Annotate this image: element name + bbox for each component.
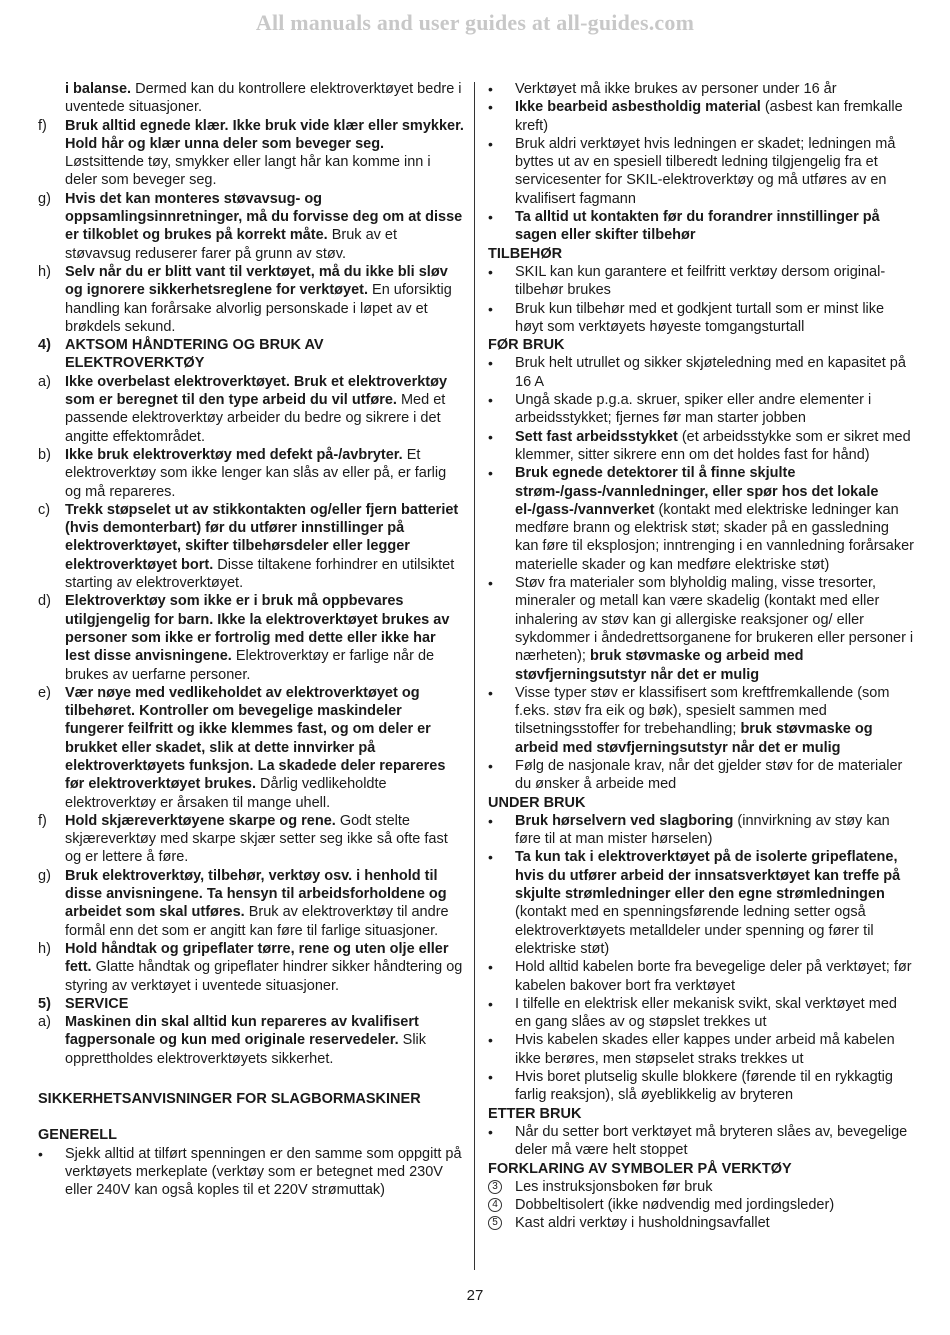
item-f-clothing: f) Bruk alltid egnede klær. Ikke bruk vide klær eller smykker. Hold hår og klær unna deler som beveger seg. Løstsittende tøy, smykker eller langt hår kan komme inn i deler som beveger seg. xyxy=(38,117,464,189)
bullet-insulated-grips: • Ta kun tak i elektroverktøyet på de isolerte gripeflatene, hvis du utfører arbeid der innsatsverktøyet kan treffe på skjulte strømledninger eller den egne strømledningen (kontakt med en spenningsførende ledning setter også elektroverktøyets metalldeler under spenning og fører til elektriske støt) xyxy=(488,849,901,957)
general-heading: GENERELL xyxy=(38,1127,117,1144)
item-5a: a) Maskinen din skal alltid kun repareres av kvalifisert fagpersonale og kun med originale reservedeler. Slik opprettholdes elektroverktøyets sikkerhet. xyxy=(38,1014,427,1067)
bullet-switch-off: • Når du setter bort verktøyet må bryteren slåes av, bevegelige deler må være helt stoppet xyxy=(488,1123,908,1159)
bullet-secure-workpiece: • Sett fast arbeidsstykket (et arbeidsstykke som er sikret med klemmer, sitter sikrere enn om det holdes fast for hånd) xyxy=(488,428,911,463)
page-number: 27 xyxy=(466,1287,484,1304)
bullet-cable-damaged: • Hvis kabelen skades eller kappes under arbeid må kabelen ikke berøres, men støpselet straks trekkes ut xyxy=(488,1032,895,1067)
bullet-accessory-speed: • Bruk kun tilbehør med et godkjent turtall som er minst like høyt som verktøyets høyeste tomgangsturtall xyxy=(488,300,885,335)
column-divider xyxy=(474,82,475,1270)
bullet-detectors: • Bruk egnede detektorer til å finne skjulte strøm-/gass-/vannledninger, eller spør hos det lokale el-/gass-/vannverket (kontakt med elektriske ledninger kan medføre brann og elektrisk støt; skader på en gassledning kan føre til eksplosjon; inntrenging i en vannledning forårsaker materielle skader og kan medføre elektriske støt) xyxy=(488,465,914,573)
circled-number: 3 xyxy=(488,1180,502,1194)
watermark: All manuals and user guides at all-guides.com xyxy=(255,10,695,35)
item-4b: b) Ikke bruk elektroverktøy med defekt på-/avbryter. Et elektroverktøy som ikke lenger kan slås av eller på, er farlig og må repareres. xyxy=(38,446,447,500)
bullet-hearing-protection: • Bruk hørselvern ved slagboring (innvirkning av støy kan føre til at man mister hørselen) xyxy=(488,812,890,848)
general-bullet-1: • Sjekk alltid at tilført spenningen er den samme som oppgitt på verktøyets merkeplate (verktøy som er betegnet med 230V eller 240V kan også koples til et 220V strømuttak) xyxy=(38,1145,462,1199)
circled-number: 5 xyxy=(488,1216,502,1230)
before-use-heading: FØR BRUK xyxy=(488,337,565,354)
during-use-heading: UNDER BRUK xyxy=(488,794,586,811)
item-4d: d) Elektroverktøy som ikke er i bruk må oppbevares utilgjengelig for barn. Ikke la elektroverktøyet brukes av personer som ikke er fortrolig med dette eller ikke har lest disse anvisningene. Elektroverktøy er farlige når de brukes av uerfarne personer. xyxy=(38,593,450,683)
bullet-dust-materials: • Støv fra materialer som blyholdig maling, visse tresorter, mineraler og metall kan være skadelig (kontakt med eller inhalering av støv kan gi allergiske reaksjoner og/ eller sykdommer i åndedrettsorganene for brukeren eller personer i nærheten); bruk støvmaske og arbeid med støvfjerningsutstyr når det er mulig xyxy=(488,575,914,683)
bullet-nails-screws: • Ungå skade p.g.a. skruer, spiker eller andre elementer i arbeidsstykket; fjernes før man starter jobben xyxy=(488,392,872,427)
right-column xyxy=(488,80,914,1233)
bullet-national-requirements: • Følg de nasjonale krav, når det gjelder støv for de materialer du ønsker å arbeide med xyxy=(488,757,903,793)
bullet-cable-away: • Hold alltid kabelen borte fra bevegelige deler på verktøyet; før kabelen bakover bort fra verktøyet xyxy=(488,959,912,994)
bullet-damaged-cord: • Bruk aldri verktøyet hvis ledningen er skadet; ledningen må byttes ut av en spesiell tilberedt ledning tilgjengelig fra et servicesenter for SKIL-elektroverktøy og må utføres av en kvalifisert fagmann xyxy=(488,135,896,207)
symbols-heading: FORKLARING AV SYMBOLER PÅ VERKTØY xyxy=(488,1160,792,1177)
item-4g: g) Bruk elektroverktøy, tilbehør, verktøy osv. i henhold til disse anvisningene. Ta hensyn til arbeidsforholdene og arbeidet som skal utføres. Bruk av elektroverktøy til andre formål enn det som er angitt kan føre til farlige situasjoner. xyxy=(38,867,449,939)
section-5-heading: 5) SERVICE xyxy=(38,995,129,1012)
symbol-item-3: 3 Les instruksjonsboken før bruk xyxy=(488,1178,914,1196)
symbol-item-5: 5 Kast aldri verktøy i husholdningsavfallet xyxy=(488,1214,914,1232)
bullet-asbestos: • Ikke bearbeid asbestholdig material (asbest kan fremkalle kreft) xyxy=(488,99,903,134)
item-g-dust-extraction: g) Hvis det kan monteres støvavsug- og oppsamlingsinnretninger, må du forvisse deg om at disse er tilkoblet og brukes på korrekt måte. Bruk av et støvavsug reduserer farer på grunn av støv. xyxy=(38,190,463,262)
item-4a: a) Ikke overbelast elektroverktøyet. Bruk et elektroverktøy som er beregnet til den type arbeid du vil utføre. Med et passende elektroverktøy arbeider du bedre og sikrere i det angitte effektområdet. xyxy=(38,373,448,445)
item-4c: c) Trekk støpselet ut av stikkontakten og/eller fjern batteriet (hvis demonterbart) før du utfører innstillinger på elektroverktøyet, skifter tilbehørsdeler eller legger elektroverktøyet bort. Disse tiltakene forhindrer en utilsiktet starting av elektroverktøyet. xyxy=(38,501,459,592)
bullet-carcinogenic-dust: • Visse typer støv er klassifisert som kreftfremkallende (som f.eks. støv fra eik og bøk), spesielt sammen med tilsetningsstoffer for trebehandling; bruk støvmaske og arbeid med støvfjerningsutstyr når det er mulig xyxy=(488,684,890,756)
bullet-original-accessories: • SKIL kan kun garantere et feilfritt verktøy dersom original-tilbehør brukes xyxy=(488,263,886,299)
item-4e: e) Vær nøye med vedlikeholdet av elektroverktøyet og tilbehøret. Kontroller om bevegelige maskindeler fungerer feilfritt og ikke klemmes fast, og om deler er brukket eller skadet, slik at dette innvirker på elektroverktøyets funksjon. La skadede deler repareres før elektroverktøyet brukes. Dårlig vedlikeholdte elektroverktøy er årsaken til mange uhell. xyxy=(38,684,446,811)
item-4f: f) Hold skjæreverktøyene skarpe og rene. Godt stelte skjæreverktøy med skarpe skjær setter seg ikke så ofte fast og er lettere å føre. xyxy=(38,812,448,866)
item-h-complacency: h) Selv når du er blitt vant til verktøyet, må du ikke bli sløv og ignorere sikkerhetsreglene for verktøyet. En uforsiktig handling kan forårsake alvorlig personskade i løpet av et brøkdels sekund. xyxy=(38,263,452,335)
paragraph-continuation: i balanse. Dermed kan du kontrollere elektroverktøyet bedre i uventede situasjoner. xyxy=(65,81,462,116)
after-use-heading: ETTER BRUK xyxy=(488,1105,582,1122)
accessories-heading: TILBEHØR xyxy=(488,245,563,262)
bullet-failure: • I tilfelle en elektrisk eller mekanisk svikt, skal verktøyet med en gang slåes av og støpslet trekkes ut xyxy=(488,995,897,1031)
bullet-extension-cord: • Bruk helt utrullet og sikker skjøteledning med en kapasitet på 16 A xyxy=(488,355,906,390)
safety-title: SIKKERHETSANVISNINGER FOR SLAGBORMASKINER xyxy=(38,1091,421,1108)
section-4-heading: 4) AKTSOM HÅNDTERING OG BRUK AV ELEKTROVERKTØY xyxy=(38,337,324,372)
bullet-bit-jams: • Hvis boret plutselig skulle blokkere (førende til en rykkagtig farlig reaksjon), slå øyeblikkelig av bryteren xyxy=(488,1069,893,1104)
circled-number: 4 xyxy=(488,1198,502,1212)
left-column xyxy=(38,80,464,1200)
symbol-item-4: 4 Dobbeltisolert (ikke nødvendig med jordingsleder) xyxy=(488,1196,914,1214)
bullet-age: • Verktøyet må ikke brukes av personer under 16 år xyxy=(488,81,837,97)
item-4h: h) Hold håndtak og gripeflater tørre, rene og uten olje eller fett. Glatte håndtak og gripeflater hindrer sikker håndtering og styring av verktøyet i uventede situasjoner. xyxy=(38,940,463,994)
bullet-unplug: • Ta alltid ut kontakten før du forandrer innstillinger på sagen eller skifter tilbehør xyxy=(488,209,880,244)
